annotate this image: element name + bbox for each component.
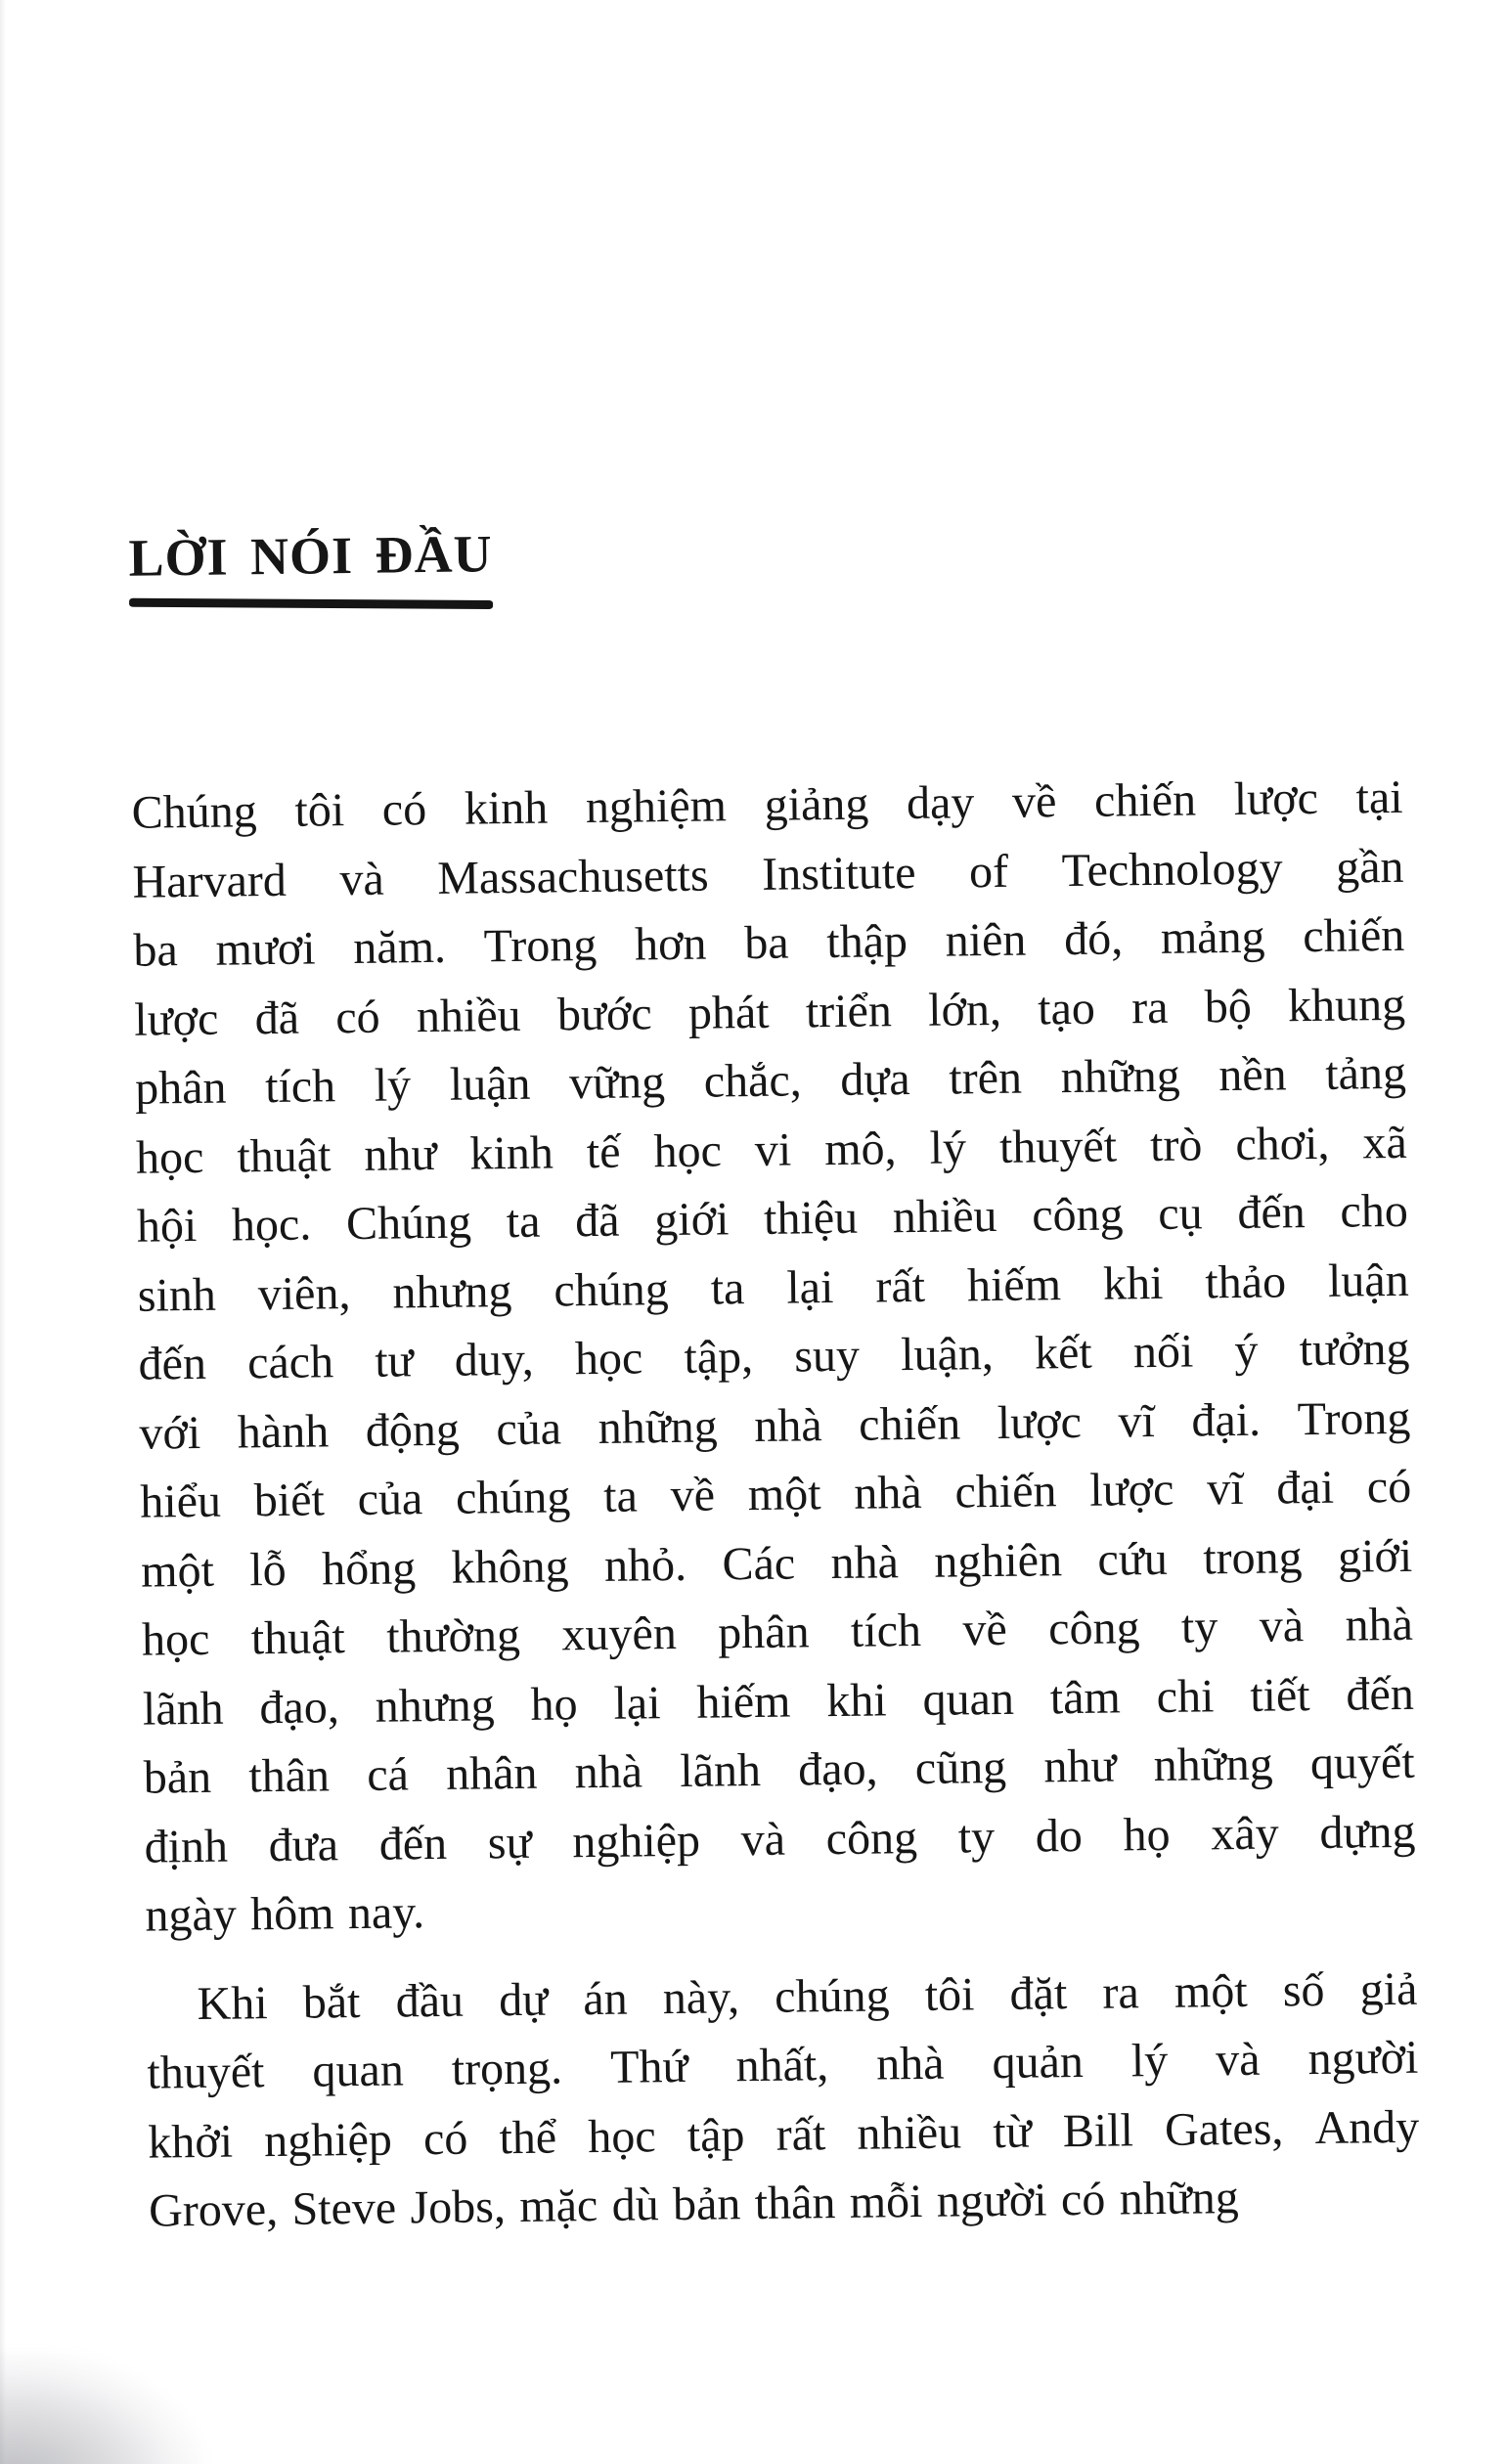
word: sự bbox=[487, 1816, 532, 1869]
word: thuyết bbox=[147, 2046, 265, 2099]
word: cá bbox=[366, 1748, 410, 1801]
word: từ bbox=[992, 2105, 1032, 2158]
word: đưa bbox=[268, 1818, 339, 1871]
word: động bbox=[365, 1403, 461, 1457]
word: Bill bbox=[1062, 2103, 1134, 2157]
word: trò bbox=[1149, 1118, 1203, 1171]
word: học. bbox=[231, 1198, 312, 1252]
word: học bbox=[653, 1123, 723, 1177]
word: tiết bbox=[1249, 1668, 1310, 1722]
word: xuyên bbox=[561, 1606, 678, 1661]
word: ty bbox=[957, 1810, 996, 1863]
word: ra bbox=[1102, 1965, 1140, 2019]
word: nối bbox=[1132, 1325, 1194, 1379]
word: có bbox=[422, 2112, 468, 2165]
word: thiệu bbox=[763, 1191, 859, 1245]
word: lỗ bbox=[248, 1543, 287, 1596]
word: có bbox=[381, 783, 427, 836]
word: chắc, bbox=[703, 1054, 803, 1108]
word: tập, bbox=[684, 1331, 754, 1384]
word: phân bbox=[717, 1606, 810, 1659]
word: cũng bbox=[914, 1740, 1007, 1795]
body-text bbox=[131, 770, 1420, 2253]
word: tích bbox=[850, 1604, 922, 1657]
word: dựa bbox=[840, 1053, 911, 1106]
word: đạo, bbox=[259, 1680, 340, 1734]
word: lược bbox=[1233, 771, 1319, 825]
word: ta bbox=[710, 1261, 745, 1315]
word: nhà bbox=[875, 2037, 945, 2090]
word: khung bbox=[1287, 978, 1406, 1032]
word: mô, bbox=[823, 1122, 897, 1175]
word: hơn bbox=[634, 917, 707, 971]
word: lãnh bbox=[142, 1682, 224, 1736]
word: đến bbox=[1237, 1186, 1307, 1239]
text-line: Grove, Steve Jobs, mặc dù bản thân mỗi người có những bbox=[148, 2172, 1240, 2237]
word: số bbox=[1282, 1963, 1325, 2016]
word: luận, bbox=[900, 1328, 995, 1382]
word: cụ bbox=[1157, 1187, 1203, 1240]
word: về bbox=[670, 1469, 716, 1522]
word: lược bbox=[133, 992, 219, 1046]
word: nghiệp bbox=[571, 1814, 701, 1868]
chapter-heading bbox=[128, 524, 493, 607]
word: lược bbox=[997, 1395, 1083, 1449]
word: nhỏ. bbox=[603, 1538, 687, 1592]
word: họ bbox=[530, 1677, 578, 1731]
word: cứu bbox=[1097, 1532, 1169, 1586]
word: Massachusetts bbox=[436, 849, 709, 904]
word: người bbox=[1307, 2031, 1419, 2086]
word: ba bbox=[743, 916, 789, 970]
word: lý bbox=[1130, 2034, 1169, 2088]
word: suy bbox=[793, 1329, 861, 1383]
word: nhưng bbox=[375, 1678, 496, 1733]
word: vĩ bbox=[1206, 1462, 1244, 1516]
word: học bbox=[588, 2109, 656, 2163]
word: ty bbox=[1180, 1601, 1218, 1653]
word: lãnh bbox=[680, 1743, 762, 1797]
word: nhất, bbox=[735, 2039, 829, 2092]
word: dự bbox=[498, 1973, 549, 2026]
word: chiến bbox=[858, 1396, 961, 1451]
word: của bbox=[496, 1401, 562, 1455]
word: giảng bbox=[764, 777, 869, 831]
word: nhiều bbox=[857, 2105, 962, 2160]
word: đặt bbox=[1009, 1966, 1068, 2020]
word: chiến bbox=[1093, 773, 1197, 827]
word: đã bbox=[574, 1194, 620, 1248]
word: thuyết bbox=[998, 1119, 1118, 1173]
word: Thứ bbox=[609, 2040, 688, 2093]
word: nhiều bbox=[892, 1189, 997, 1244]
word: tế bbox=[586, 1125, 621, 1178]
word: có bbox=[1366, 1460, 1412, 1514]
word: chúng bbox=[774, 1968, 890, 2023]
word: những bbox=[1153, 1738, 1274, 1792]
word: nhân bbox=[445, 1746, 538, 1800]
word: một bbox=[1174, 1964, 1248, 2018]
word: rất bbox=[775, 2107, 826, 2161]
word: hổng bbox=[321, 1541, 417, 1595]
word: lược bbox=[1088, 1463, 1174, 1517]
word: thuật bbox=[237, 1128, 332, 1182]
word: lý bbox=[374, 1059, 412, 1112]
word: triển bbox=[805, 984, 893, 1037]
word: ra bbox=[1130, 981, 1169, 1034]
word: Khi bbox=[197, 1976, 268, 2030]
word: rất bbox=[875, 1259, 926, 1312]
word: thân bbox=[248, 1749, 331, 1803]
text-line: ngày hôm nay. bbox=[145, 1886, 425, 1942]
word: giới bbox=[1337, 1529, 1413, 1583]
word: những bbox=[598, 1399, 718, 1454]
word: bước bbox=[556, 987, 652, 1040]
word: nhiều bbox=[416, 989, 521, 1042]
word: tôi bbox=[924, 1967, 975, 2021]
word: có bbox=[334, 990, 380, 1043]
word: như bbox=[1043, 1739, 1117, 1793]
word: lý bbox=[929, 1121, 967, 1174]
word: thập bbox=[826, 915, 908, 969]
word: ý bbox=[1234, 1324, 1259, 1377]
word: đạo, bbox=[797, 1742, 878, 1796]
word: thường bbox=[385, 1608, 521, 1663]
word: kinh bbox=[469, 1125, 554, 1180]
word: of bbox=[968, 845, 1009, 898]
word: khi bbox=[826, 1673, 887, 1727]
word: nhà bbox=[854, 1466, 922, 1519]
word: gần bbox=[1335, 840, 1404, 894]
word: công bbox=[1047, 1602, 1140, 1655]
word: tạo bbox=[1037, 982, 1096, 1034]
word: bản bbox=[143, 1750, 212, 1804]
word: họ bbox=[1123, 1808, 1171, 1861]
word: viên, bbox=[257, 1266, 351, 1320]
word: kết bbox=[1034, 1326, 1093, 1380]
word: hiếm bbox=[696, 1675, 791, 1729]
word: và bbox=[1259, 1600, 1305, 1652]
word: cách bbox=[246, 1336, 334, 1389]
word: xây bbox=[1211, 1806, 1279, 1860]
word: chi bbox=[1156, 1669, 1215, 1723]
word: lại bbox=[786, 1260, 834, 1314]
word: vững bbox=[568, 1056, 666, 1110]
word: Technology bbox=[1061, 841, 1283, 897]
word: quan bbox=[922, 1672, 1015, 1726]
word: xã bbox=[1362, 1116, 1408, 1168]
word: tôi bbox=[294, 784, 345, 837]
word: nhà bbox=[830, 1535, 900, 1589]
word: hành bbox=[237, 1404, 330, 1458]
word: nhà bbox=[753, 1398, 822, 1452]
word: của bbox=[357, 1473, 423, 1525]
word: quyết bbox=[1309, 1736, 1415, 1790]
word: ba bbox=[133, 924, 179, 977]
word: công bbox=[1031, 1188, 1124, 1242]
word: giới bbox=[653, 1193, 730, 1247]
word: mảng bbox=[1160, 910, 1265, 964]
word: trong bbox=[1202, 1530, 1303, 1584]
word: thể bbox=[499, 2111, 557, 2164]
word: quan bbox=[312, 2044, 405, 2097]
word: biết bbox=[253, 1474, 326, 1527]
word: đó, bbox=[1063, 912, 1124, 966]
word: hội bbox=[136, 1199, 198, 1253]
word: nhưng bbox=[392, 1264, 512, 1319]
word: tư bbox=[374, 1335, 414, 1387]
word: nhà bbox=[1345, 1598, 1414, 1651]
word: chúng bbox=[554, 1262, 670, 1316]
word: về bbox=[1011, 775, 1057, 828]
word: duy, bbox=[454, 1333, 535, 1386]
word: nghiên bbox=[934, 1533, 1063, 1588]
word: và bbox=[339, 853, 385, 905]
word: giả bbox=[1359, 1962, 1418, 2015]
word: bắt bbox=[302, 1975, 361, 2029]
word: hiếm bbox=[966, 1257, 1062, 1311]
word: chiến bbox=[1302, 908, 1405, 963]
word: sinh bbox=[137, 1268, 217, 1322]
page-title: LỜI NÓI ĐẦU bbox=[128, 524, 493, 588]
word: trọng. bbox=[451, 2042, 563, 2095]
word: chiến bbox=[954, 1465, 1057, 1518]
word: Chúng bbox=[131, 785, 258, 839]
word: luận bbox=[1327, 1254, 1409, 1307]
word: này, bbox=[662, 1970, 740, 2024]
word: Institute bbox=[761, 846, 916, 901]
word: tảng bbox=[1324, 1046, 1407, 1100]
word: tại bbox=[1355, 770, 1403, 824]
word: đại. bbox=[1191, 1393, 1262, 1447]
word: phát bbox=[687, 986, 770, 1039]
word: thuật bbox=[250, 1611, 346, 1665]
word: tâm bbox=[1049, 1670, 1122, 1724]
word: nền bbox=[1218, 1048, 1287, 1102]
word: tưởng bbox=[1299, 1322, 1410, 1377]
word: một bbox=[747, 1468, 821, 1521]
word: năm. bbox=[353, 920, 447, 974]
word: khi bbox=[1102, 1256, 1164, 1310]
word: tích bbox=[264, 1060, 336, 1114]
word: chơi, bbox=[1235, 1117, 1330, 1170]
word: hiểu bbox=[140, 1474, 222, 1528]
word: vi bbox=[754, 1123, 792, 1176]
word: Andy bbox=[1314, 2100, 1420, 2154]
word: học bbox=[574, 1332, 643, 1386]
word: Chúng bbox=[345, 1196, 472, 1251]
word: Các bbox=[722, 1537, 796, 1590]
word: nhà bbox=[574, 1745, 643, 1799]
word: về bbox=[962, 1603, 1008, 1656]
word: nghiệp bbox=[263, 2113, 393, 2167]
word: do bbox=[1035, 1809, 1084, 1863]
word: định bbox=[144, 1820, 229, 1873]
word: dựng bbox=[1319, 1805, 1416, 1859]
word: công bbox=[825, 1811, 918, 1865]
word: những bbox=[1060, 1049, 1180, 1104]
word: Harvard bbox=[132, 854, 288, 908]
word: Trong bbox=[1297, 1391, 1411, 1445]
word: bộ bbox=[1204, 980, 1253, 1033]
word: một bbox=[140, 1544, 215, 1598]
word: và bbox=[1215, 2033, 1261, 2087]
word: kinh bbox=[464, 781, 549, 835]
title-underline-rule bbox=[129, 598, 493, 609]
word: đến bbox=[378, 1817, 448, 1870]
word: phân bbox=[134, 1061, 227, 1115]
word: và bbox=[740, 1813, 786, 1866]
paragraph bbox=[131, 770, 1417, 1958]
word: đại bbox=[1276, 1461, 1335, 1515]
word: trên bbox=[949, 1051, 1023, 1105]
word: thảo bbox=[1205, 1254, 1287, 1308]
word: học bbox=[141, 1612, 210, 1666]
word: chúng bbox=[455, 1471, 571, 1524]
word: vĩ bbox=[1118, 1394, 1156, 1447]
word: lại bbox=[613, 1676, 661, 1730]
word: Gates, bbox=[1164, 2101, 1284, 2156]
word: không bbox=[451, 1539, 569, 1594]
word: khởi bbox=[147, 2115, 234, 2169]
word: đầu bbox=[395, 1974, 465, 2028]
word: ta bbox=[506, 1195, 541, 1249]
word: niên bbox=[945, 913, 1027, 967]
word: đến bbox=[1346, 1667, 1415, 1721]
word: dạy bbox=[906, 776, 975, 830]
word: mươi bbox=[215, 922, 316, 976]
word: cho bbox=[1340, 1184, 1409, 1238]
word: như bbox=[364, 1127, 437, 1181]
word: ta bbox=[602, 1470, 639, 1522]
word: học bbox=[135, 1130, 204, 1184]
word: Trong bbox=[483, 918, 598, 973]
word: đã bbox=[254, 991, 300, 1044]
paragraph bbox=[146, 1961, 1420, 2253]
word: án bbox=[583, 1972, 628, 2025]
word: luận bbox=[449, 1057, 531, 1111]
word: tập bbox=[687, 2108, 745, 2162]
word: lớn, bbox=[927, 983, 1002, 1036]
word: đến bbox=[138, 1337, 207, 1390]
word: quản bbox=[992, 2035, 1085, 2090]
word: với bbox=[139, 1406, 201, 1460]
word: nghiệm bbox=[585, 779, 728, 834]
